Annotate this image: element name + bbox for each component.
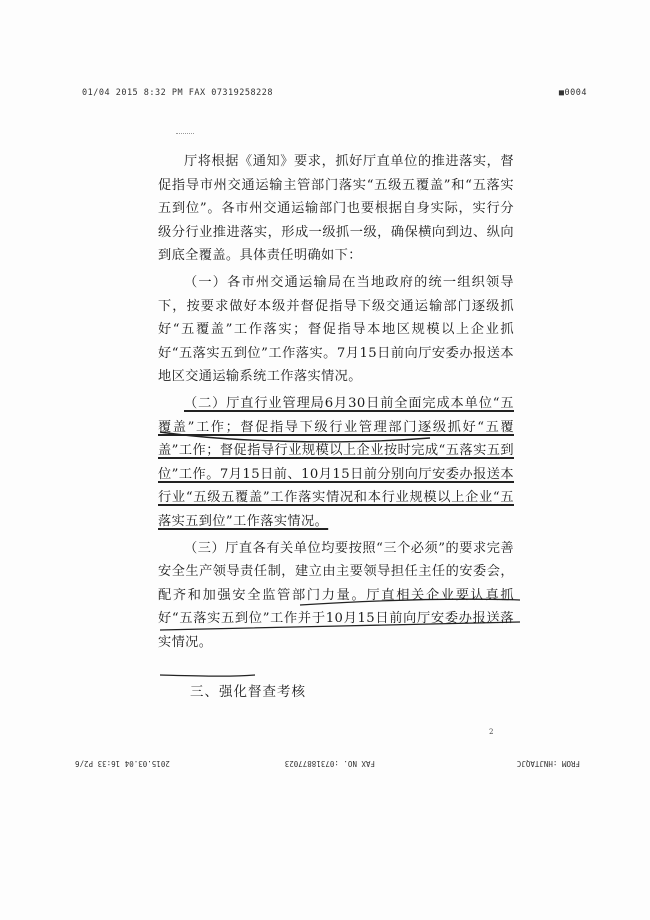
item-two-paragraph: （二）厅直行业管理局6月30日前全面完成本单位“五覆盖”工作；督促指导下级行业管理部门逐级抓好“五覆盖”工作；督促指导行业规模以上企业按时完成“五落实五到位”工作。7月15日前、10月15日前分别向厅安委办报送本行业“五级五覆盖”工作落实情况和本行业规模以上企业“五落实五到位”工作落实情况。 — [158, 395, 514, 529]
fax-header-transmission-info: 01/04 2015 8:32 PM FAX 07319258228 — [82, 88, 273, 98]
underline-stroke-item-three-c — [160, 675, 255, 676]
fax-footer-time-page: 2015.03.04 16:33 P2/6 — [75, 759, 170, 768]
page-number: 2 — [489, 728, 494, 736]
section-heading: 三、强化督查考核 — [190, 684, 306, 700]
fax-footer-inverted — [75, 756, 580, 768]
intro-paragraph: 厅将根据《通知》要求，抓好厅直单位的推进落实，督促指导市州交通运输主管部门落实“五级五覆盖”和“五落实五到位”。各市州交通运输部门也要根据自身实际，实行分级分行业推进落实，形成一级抓一级，确保横向到边、纵向到底全覆盖。具体责任明确如下： — [158, 154, 514, 264]
item-three-paragraph: （三）厅直各有关单位均要按照“三个必须”的要求完善安全生产领导责任制，建立由主要领导担任主任的安委会，配齐和加强安全监管部门力量。厅直相关企业要认真抓好“五落实五到位”工作并于10月15日前向厅安委办报送落实情况。 — [158, 540, 514, 650]
fax-footer-fax-number: FAX NO. :07318877023 — [284, 759, 375, 768]
item-one-paragraph: （一）各市州交通运输局在当地政府的统一组织领导下，按要求做好本级并督促指导下级交通运输部门逐级抓好“五覆盖”工作落实；督促指导本地区规模以上企业抓好“五落实五到位”工作落实。7月15日前向厅安委办报送本地区交通运输系统工作落实情况。 — [158, 274, 514, 385]
scan-mark — [176, 126, 194, 134]
fax-footer-from: FROM :HNJTAQJC — [516, 759, 580, 768]
document-body — [158, 150, 514, 657]
fax-header-page-counter: ■0004 — [558, 88, 587, 98]
